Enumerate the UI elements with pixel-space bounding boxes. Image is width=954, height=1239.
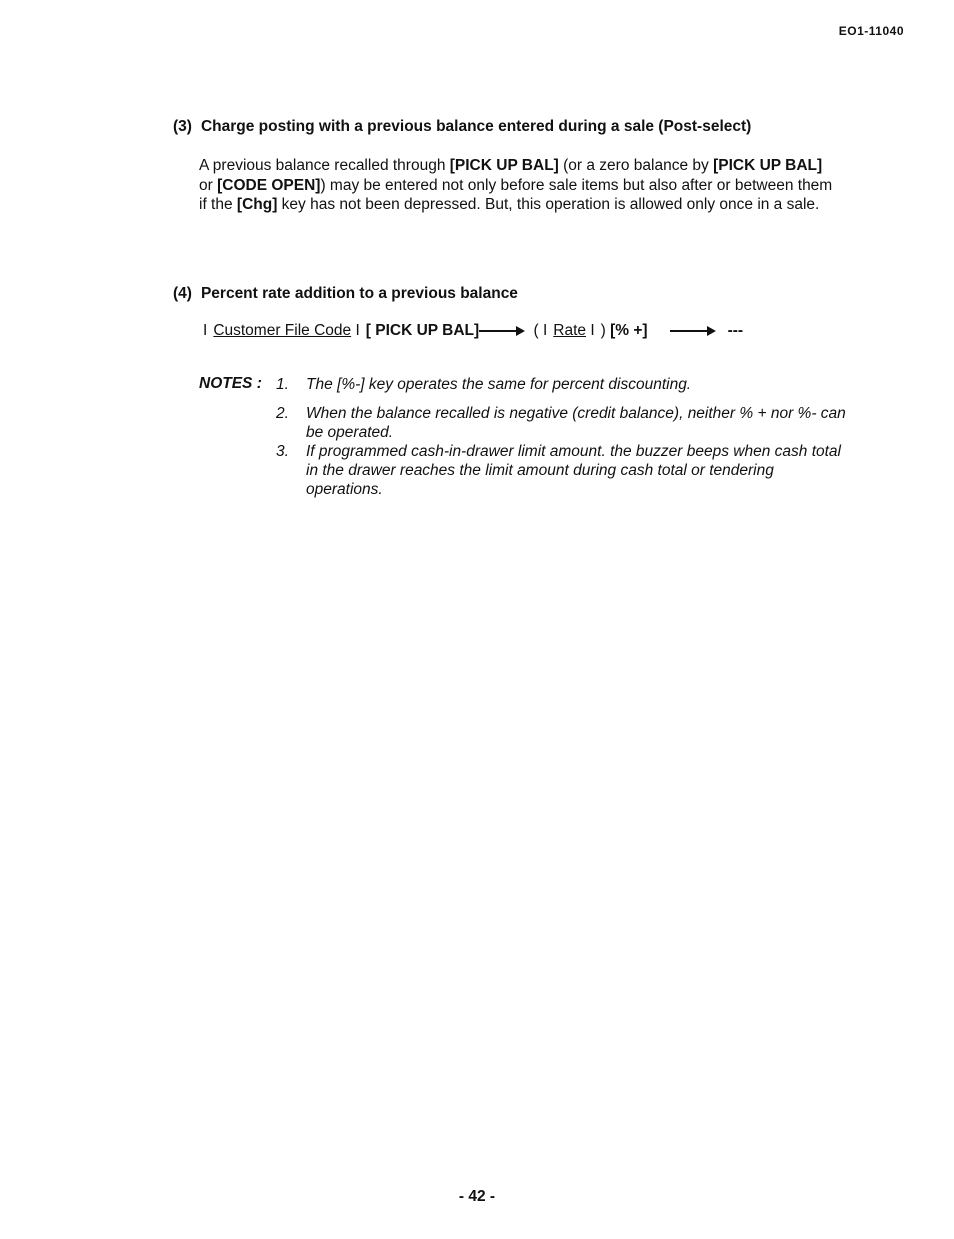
sequence-bar: I (590, 322, 595, 339)
percent-plus-key: [% +] (610, 322, 648, 339)
section-4-heading (173, 285, 518, 303)
note-text: The [%-] key operates the same for percent discounting. (306, 376, 692, 393)
sequence-bar: I (203, 322, 208, 339)
sequence-bar: I (542, 322, 548, 339)
arrow-icon (479, 330, 523, 332)
para-text: (or a zero balance by (558, 157, 714, 174)
key-sequence (203, 322, 743, 340)
section-3-number: (3) (173, 118, 192, 135)
para-text: key has not been depressed. But, this operation is allowed only once in a sale. (277, 196, 820, 213)
chg-key: [Chg] (236, 196, 278, 213)
close-paren: ) (600, 322, 606, 339)
sequence-bar: I (355, 322, 360, 339)
section-4-title: Percent rate addition to a previous balance (200, 285, 518, 302)
continuation-dashes: --- (727, 322, 744, 339)
note-item (276, 404, 846, 442)
note-item (276, 375, 846, 394)
notes-label: NOTES : (199, 375, 262, 392)
note-number: 1. (276, 376, 289, 393)
note-number: 2. (276, 405, 289, 422)
section-3-paragraph (199, 156, 839, 215)
para-text: A previous balance recalled through (199, 157, 450, 174)
pick-up-bal-key: [PICK UP BAL] (713, 157, 823, 174)
section-3-title: Charge posting with a previous balance entered during a sale (Post-select) (200, 118, 752, 135)
page-number: - 42 - (458, 1188, 496, 1205)
customer-file-code: Customer File Code (213, 322, 352, 339)
section-3-heading (173, 118, 751, 136)
note-number: 3. (276, 443, 289, 460)
rate-field: Rate (553, 322, 587, 339)
pick-up-bal-key: [ PICK UP BAL] (365, 322, 480, 339)
document-id: EO1-11040 (838, 24, 904, 38)
para-text: or (199, 176, 218, 194)
section-4-number: (4) (173, 285, 192, 302)
note-text: When the balance recalled is negative (credit balance), neither % + nor %- can be operated. (306, 405, 846, 441)
note-item (276, 442, 846, 499)
code-open-key: [CODE OPEN] (217, 176, 321, 194)
para-text: ) may be entered not only before sale items but also after or between them if the (199, 176, 833, 213)
open-paren: ( (533, 322, 539, 339)
note-text: If programmed cash-in-drawer limit amount. the buzzer beeps when cash total in the drawer reaches the limit amount during cash total or tendering operations. (306, 443, 841, 498)
pick-up-bal-key: [PICK UP BAL] (449, 157, 559, 174)
arrow-icon (670, 330, 714, 332)
